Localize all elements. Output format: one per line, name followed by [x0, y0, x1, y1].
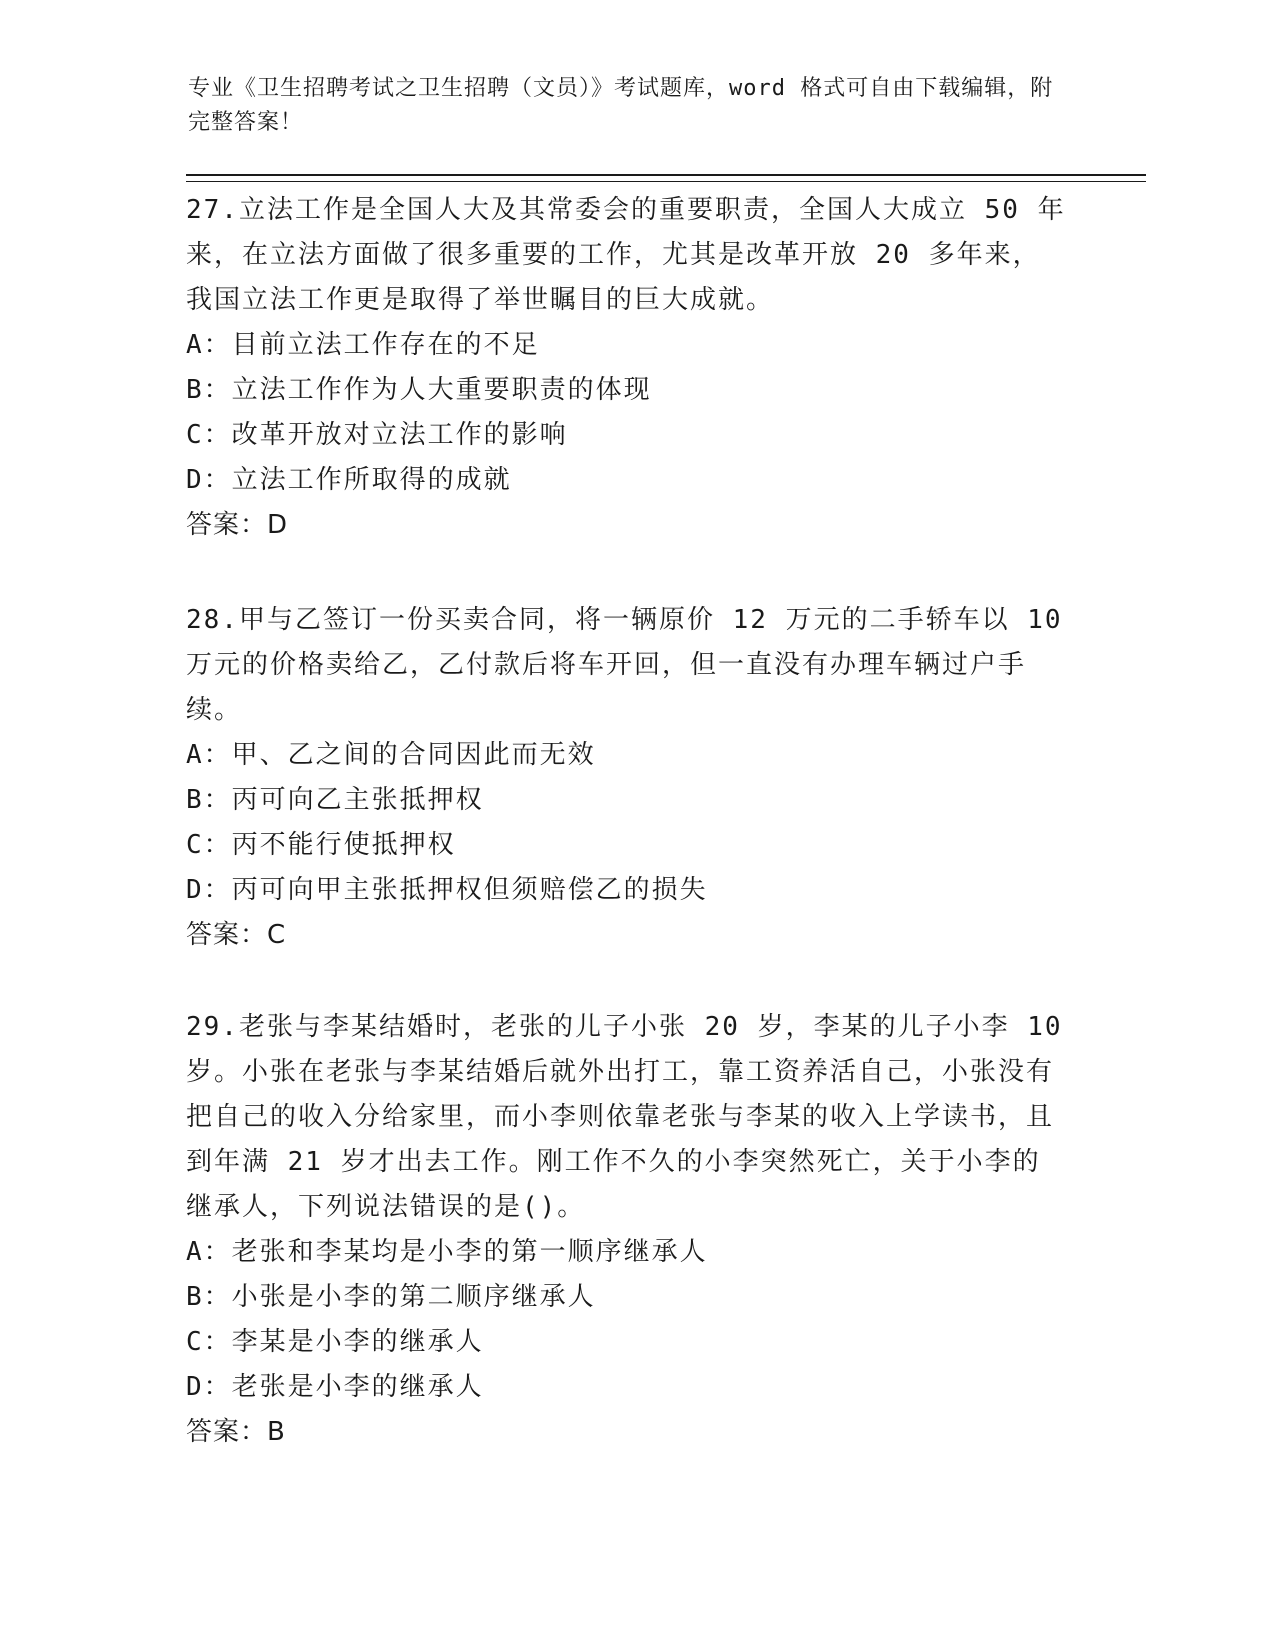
question-29: [186, 1005, 1066, 1455]
option-c: C：改革开放对立法工作的影响: [186, 420, 568, 450]
option-a: A：老张和李某均是小李的第一顺序继承人: [186, 1237, 708, 1267]
option-c: C：李某是小李的继承人: [186, 1327, 484, 1357]
option-c: C：丙不能行使抵押权: [186, 830, 456, 860]
question-27: [186, 188, 1066, 548]
answer-line: 答案：D: [186, 510, 289, 540]
document-header: 专业《卫生招聘考试之卫生招聘（文员）》考试题库，word 格式可自由下载编辑，附完整答案！: [188, 76, 1054, 135]
option-d: D：丙可向甲主张抵押权但须赔偿乙的损失: [186, 875, 708, 905]
option-d: D：老张是小李的继承人: [186, 1372, 484, 1402]
header-divider-thin: [186, 181, 1146, 182]
answer-line: 答案：C: [186, 920, 287, 950]
option-d: D：立法工作所取得的成就: [186, 465, 512, 495]
option-a: A：目前立法工作存在的不足: [186, 330, 540, 360]
option-b: B：立法工作作为人大重要职责的体现: [186, 375, 652, 405]
option-b: B：丙可向乙主张抵押权: [186, 785, 484, 815]
option-b: B：小张是小李的第二顺序继承人: [186, 1282, 596, 1312]
header-divider-thick: [186, 174, 1146, 176]
question-stem: 27.立法工作是全国人大及其常委会的重要职责，全国人大成立 50 年来，在立法方面做了很多重要的工作，尤其是改革开放 20 多年来，我国立法工作更是取得了举世瞩目的巨大成就。: [186, 195, 1066, 315]
question-stem: 28.甲与乙签订一份买卖合同，将一辆原价 12 万元的二手轿车以 10 万元的价格卖给乙，乙付款后将车开回，但一直没有办理车辆过户手续。: [186, 605, 1063, 725]
question-stem: 29.老张与李某结婚时，老张的儿子小张 20 岁，李某的儿子小李 10 岁。小张在老张与李某结婚后就外出打工，靠工资养活自己，小张没有把自己的收入分给家里，而小李则依靠老张与李某的收入上学读书，且到年满 21 岁才出去工作。刚工作不久的小李突然死亡，关于小李的继承人，下列说法错误的是()。: [186, 1012, 1063, 1222]
question-28: [186, 598, 1066, 958]
answer-line: 答案：B: [186, 1417, 286, 1447]
option-a: A：甲、乙之间的合同因此而无效: [186, 740, 596, 770]
